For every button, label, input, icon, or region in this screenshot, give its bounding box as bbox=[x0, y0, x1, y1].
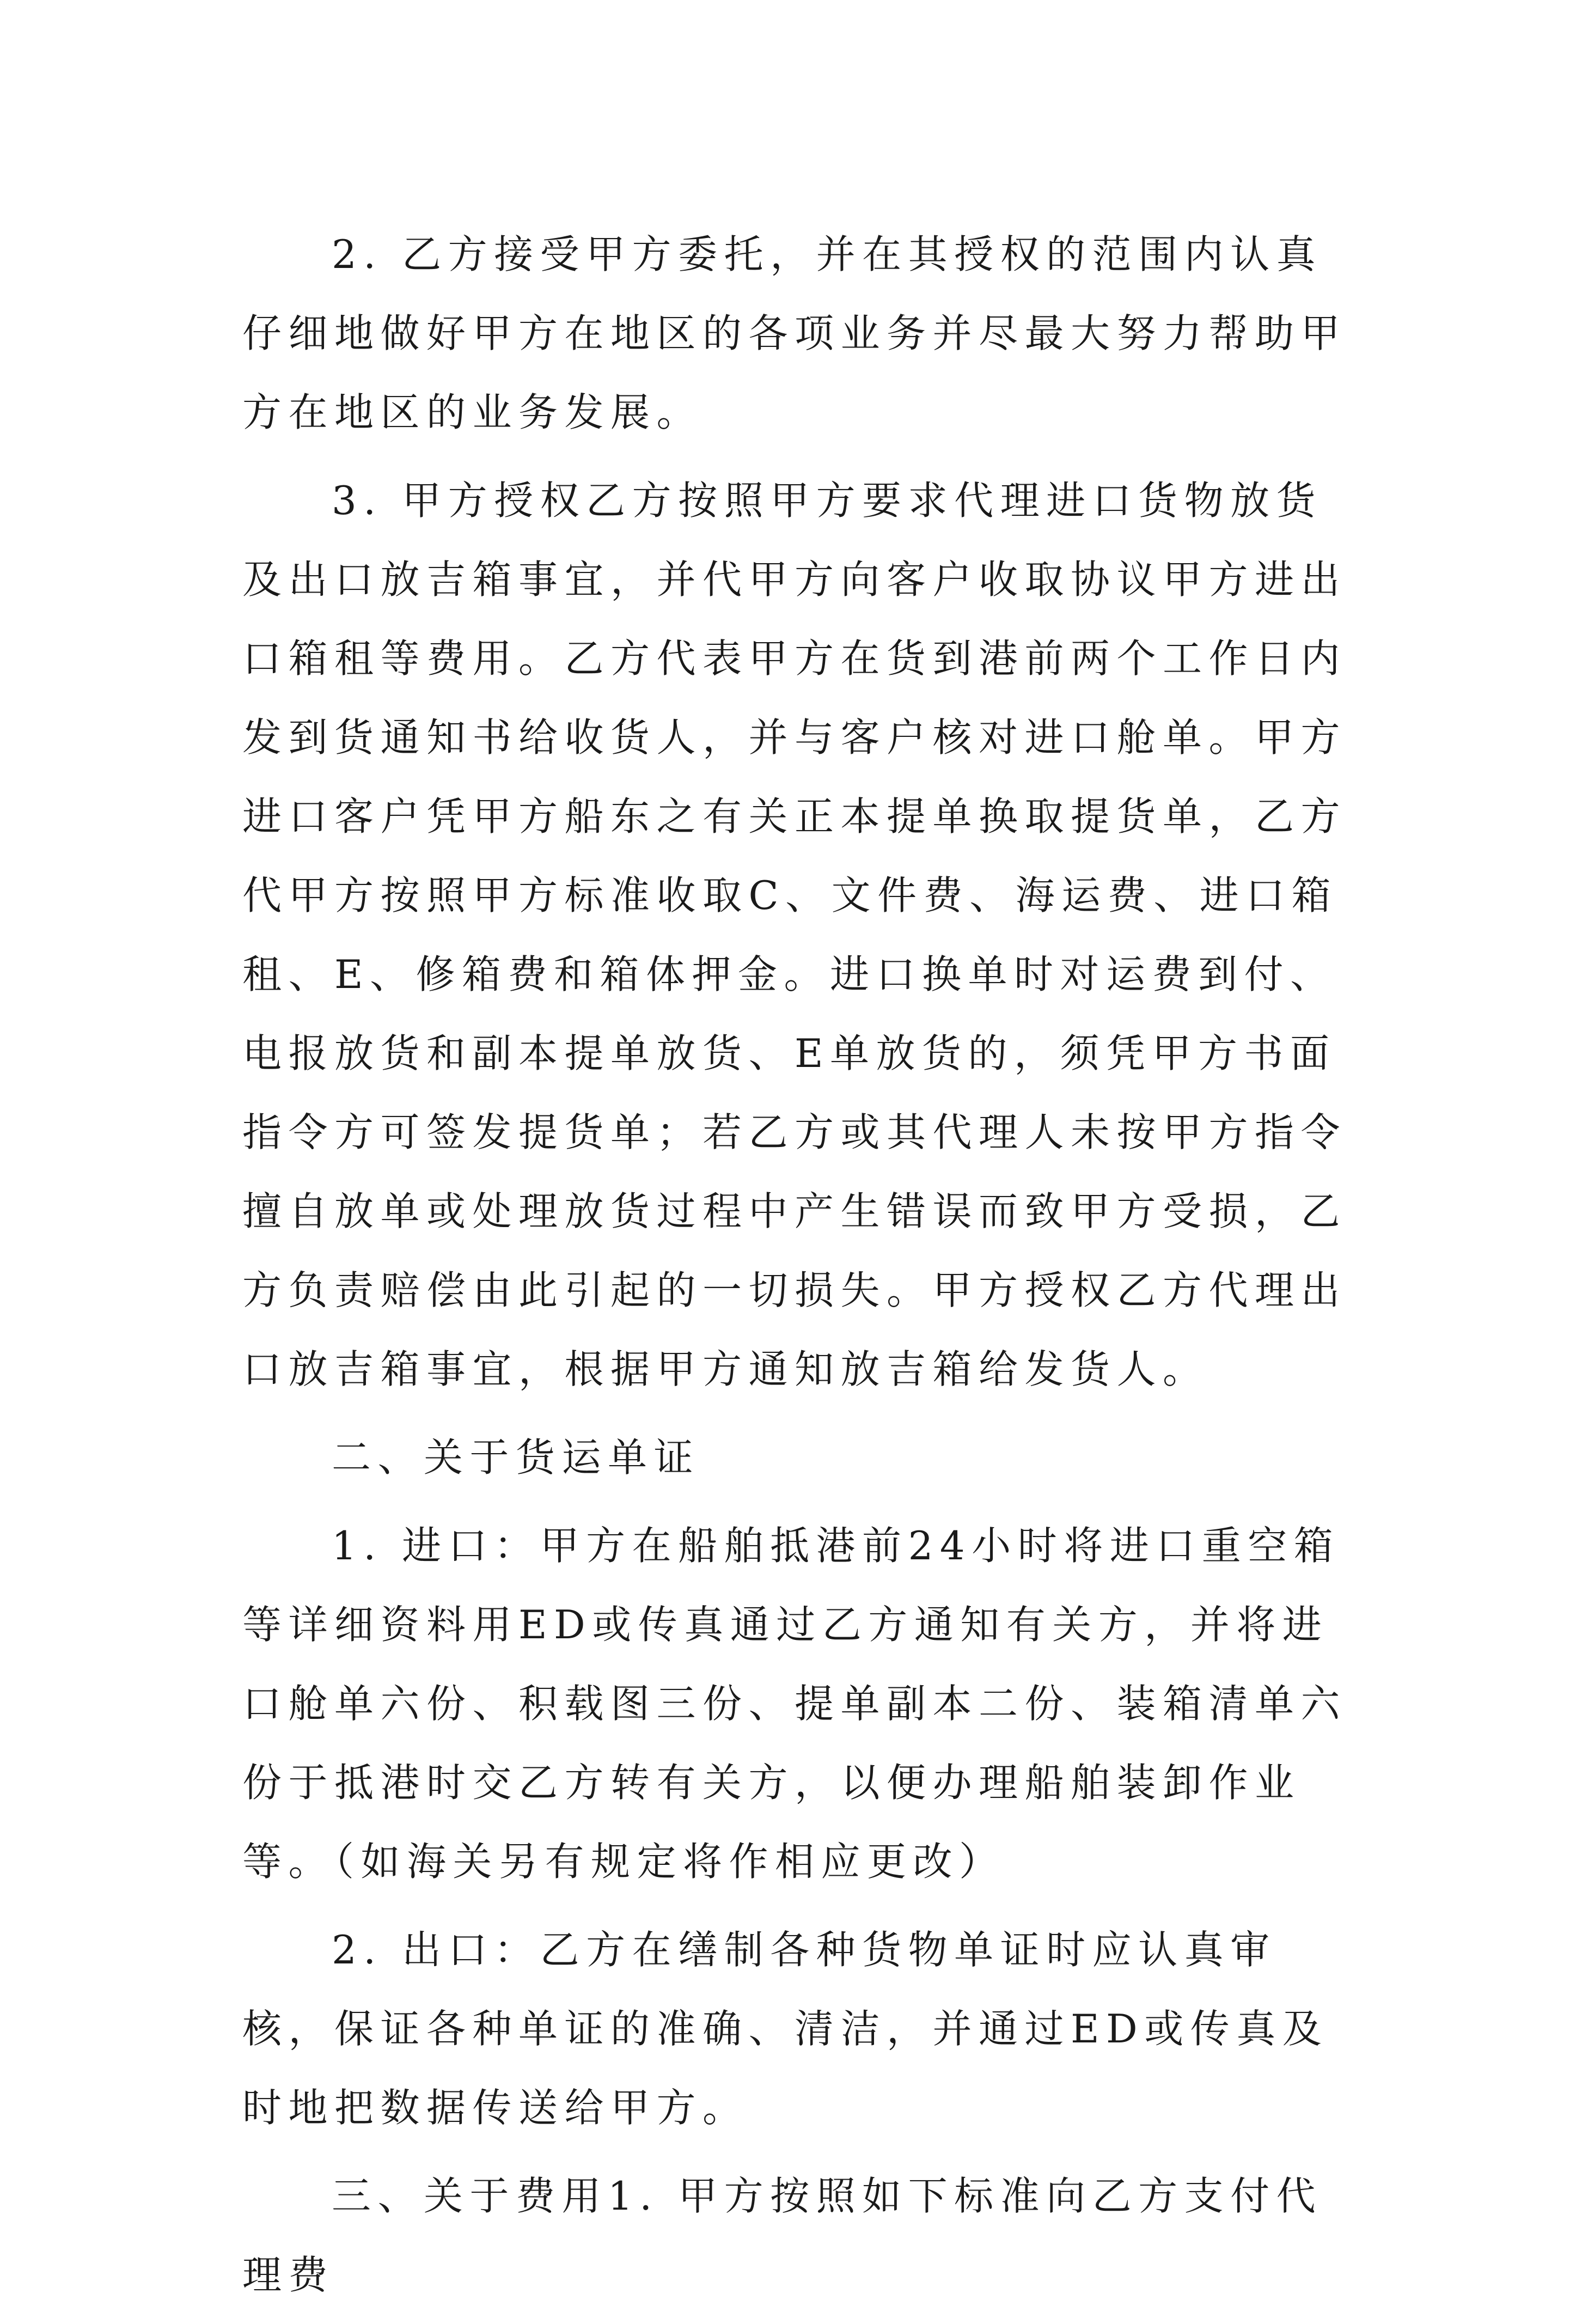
paragraph-clause-2: 2. 乙方接受甲方委托，并在其授权的范围内认真仔细地做好甲方在地区的各项业务并尽最大努力帮助甲方在地区的业务发展。 bbox=[242, 231, 1347, 435]
paragraph-clause-3: 3. 甲方授权乙方按照甲方要求代理进口货物放货及出口放吉箱事宜，并代甲方向客户收取协议甲方进出口箱租等费用。乙方代表甲方在货到港前两个工作日内发到货通知书给收货人，并与客户核对进口舱单。甲方进口客户凭甲方船东之有关正本提单换取提货单，乙方代甲方按照甲方标准收取C、文件费、海运费、进口箱租、E、修箱费和箱体押金。进口换单时对运费到付、电报放货和副本提单放货、E单放货的，须凭甲方书面指令方可签发提货单；若乙方或其代理人未按甲方指令擅自放单或处理放货过程中产生错误而致甲方受损，乙方负责赔偿由此引起的一切损失。甲方授权乙方代理出口放吉箱事宜，根据甲方通知放吉箱给发货人。 bbox=[242, 478, 1347, 1392]
paragraph-fees: 三、关于费用1. 甲方按照如下标准向乙方支付代理费 bbox=[242, 2173, 1323, 2298]
section-heading-shipping-documents: 二、关于货运单证 bbox=[332, 1435, 700, 1480]
paragraph-export: 2. 出口：乙方在缮制各种货物单证时应认真审核，保证各种单证的准确、清洁，并通过ED或传真及时地把数据传送给甲方。 bbox=[242, 1927, 1329, 2131]
document-body bbox=[242, 215, 1348, 2324]
paragraph-import: 1. 进口：甲方在船舶抵港前24小时将进口重空箱等详细资料用ED或传真通过乙方通知有关方，并将进口舱单六份、积载图三份、提单副本二份、装箱清单六份于抵港时交乙方转有关方，以便办理船舶装卸作业等。（如海关另有规定将作相应更改） bbox=[242, 1523, 1347, 1884]
